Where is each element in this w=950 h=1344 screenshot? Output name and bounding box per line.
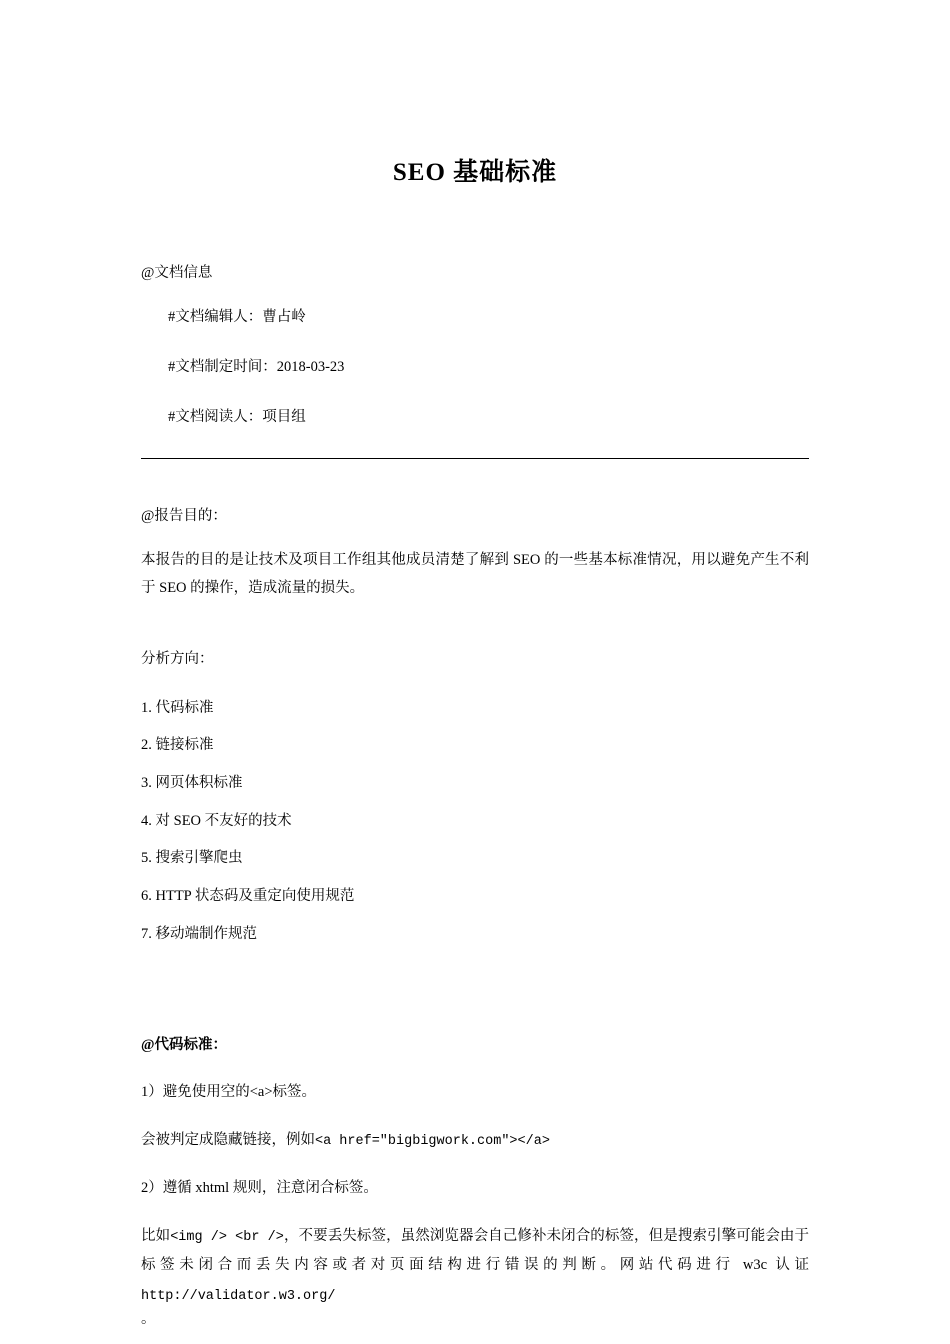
list-item: 5. 搜索引擎爬虫 (141, 850, 243, 867)
code-detail-2 (141, 1222, 809, 1311)
list-item: 6. HTTP 状态码及重定向使用规范 (141, 888, 355, 905)
code-detail-1-prefix: 会被判定成隐藏链接，例如 (141, 1132, 315, 1149)
code-detail-2-suffix: ，不要丢失标签，虽然浏览器会自己修补未闭合的标签，但是搜索引擎可能会由于标签未闭合而丢失内容或者对页面结构进行错误的判断。网站代码进行 w3c 认证 (141, 1227, 810, 1274)
code-standard-heading: @代码标准： (141, 1037, 227, 1054)
purpose-heading: @报告目的： (141, 507, 227, 524)
spacer-before-code-standard (141, 953, 809, 1031)
code-rule-2: 2）遵循 xhtml 规则，注意闭合标签。 (141, 1179, 378, 1196)
list-item: 4. 对 SEO 不友好的技术 (141, 812, 292, 829)
title-spacer (0, 188, 950, 262)
spacer-after-info (141, 459, 809, 505)
spacer-between-rules (141, 1156, 809, 1174)
document-editor-line: #文档编辑人：曹占岭 (168, 308, 306, 325)
code-detail-2-tail: 。 (141, 1310, 156, 1327)
purpose-paragraph: 本报告的目的是让技术及项目工作组其他成员清楚了解到 SEO 的一些基本标准情况，用以避免产生不利于 SEO 的操作，造成流量的损失。 (141, 551, 809, 597)
code-detail-1 (141, 1126, 809, 1156)
page-title: SEO 基础标准 (392, 159, 558, 186)
code-rule-1: 1）避免使用空的<a>标签。 (141, 1084, 317, 1101)
document-date-line: #文档制定时间：2018-03-23 (168, 358, 345, 375)
list-item: 3. 网页体积标准 (141, 775, 243, 792)
spacer-direction (141, 672, 809, 690)
spacer-code-rule-2 (141, 1204, 809, 1222)
spacer-code-standard (141, 1060, 809, 1078)
direction-heading: 分析方向： (141, 651, 214, 668)
spacer-purpose (141, 528, 809, 546)
document-info-block (141, 262, 809, 459)
w3c-validator-link[interactable]: http://validator.w3.org/ (141, 1289, 336, 1305)
spacer-code-rule-1 (141, 1108, 809, 1126)
document-info-heading: @文档信息 (141, 265, 213, 281)
code-detail-1-snippet: <a href="bigbigwork.com"></a> (315, 1134, 550, 1150)
code-detail-2-snippet: <img /> <br /> (170, 1229, 284, 1245)
list-item: 1. 代码标准 (141, 699, 214, 716)
document-readers-line: #文档阅读人：项目组 (168, 408, 306, 425)
list-item: 2. 链接标准 (141, 737, 214, 754)
document-body (0, 262, 950, 1328)
spacer-after-purpose (141, 602, 809, 648)
list-item: 7. 移动端制作规范 (141, 925, 257, 942)
code-detail-2-prefix: 比如 (141, 1227, 171, 1244)
